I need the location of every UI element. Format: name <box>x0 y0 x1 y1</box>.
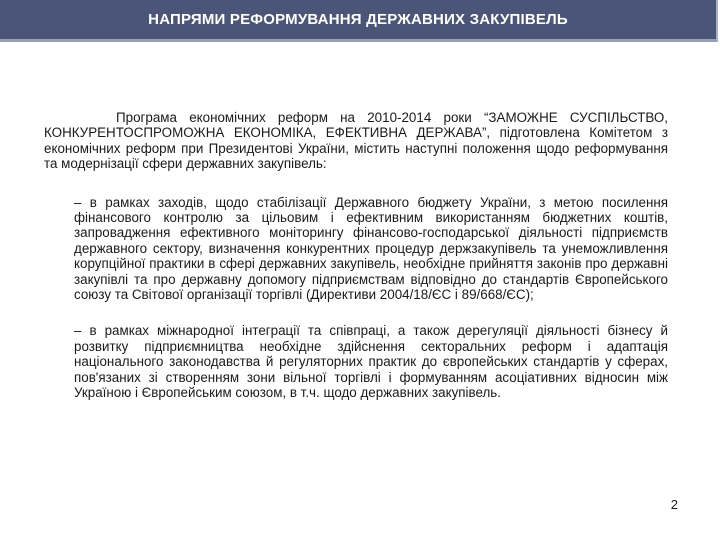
slide-title-bar <box>0 0 718 42</box>
intro-paragraph: Програма економічних реформ на 2010-2014 роки “ЗАМОЖНЕ СУСПІЛЬСТВО, КОНКУРЕНТОСПРОМОЖНА ЕКОНОМІКА, ЕФЕКТИВНА ДЕРЖАВА”, підготовлена Комітетом з економічних реформ при Президентові України, містить наступні положення щодо реформування та модернізації сфери державних закупівель: <box>44 110 668 172</box>
bullet-item: – в рамках заходів, щодо стабілізації Державного бюджету України, з метою посилення фінансового контролю за цільовим і ефективним використанням бюджетних коштів, запровадження ефективного моніторингу фінансово-господарської діяльності підприємств державного сектору, визначення конкурентних процедур держзакупівель та унеможливлення корупційної практики в сфері державних закупівель, необхідне прийняття законів про державні закупівлі та про державну допомогу підприємствам відповідно до стандартів Європейського союзу та Світової організації торгівлі (Директиви 2004/18/ЄС і 89/668/ЄС); <box>74 194 668 303</box>
slide-content <box>44 110 668 401</box>
slide-title: НАПРЯМИ РЕФОРМУВАННЯ ДЕРЖАВНИХ ЗАКУПІВЕЛЬ <box>148 11 568 28</box>
page-number: 2 <box>670 497 678 512</box>
bullet-item: – в рамках міжнародної інтеграції та співпраці, а також дерегуляції діяльності бізнесу й розвитку підприємництва необхідне здійснення секторальних реформ і адаптація національного законодавства й регуляторних практик до європейських стандартів у сферах, пов'язаних зі створенням зони вільної торгівлі і формуванням асоціативних відносин між Україною і Європейським союзом, в т.ч. щодо державних закупівель. <box>74 323 668 401</box>
